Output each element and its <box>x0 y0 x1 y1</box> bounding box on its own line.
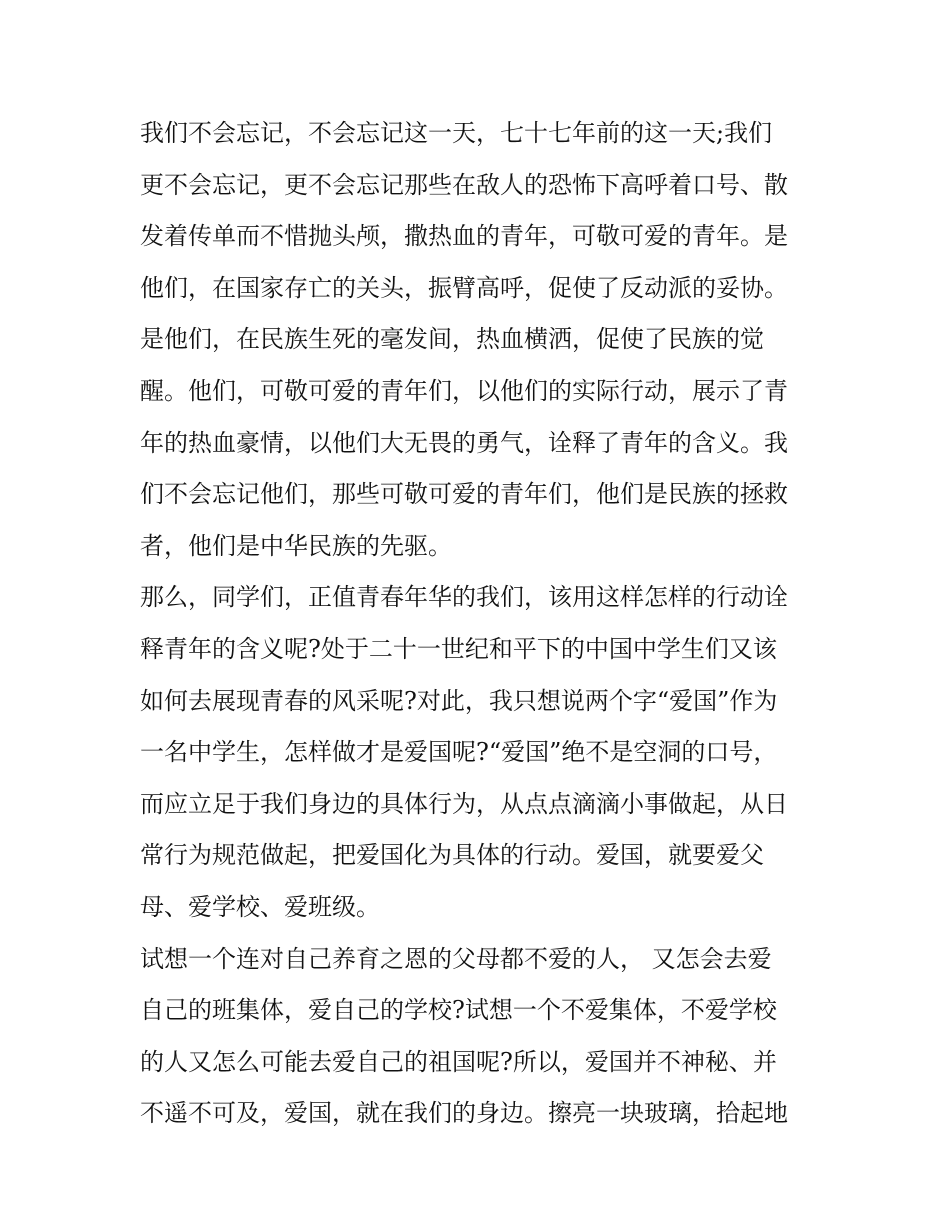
text-line: 发着传单而不惜抛头颅，撒热血的青年，可敬可爱的青年。是 <box>140 222 788 251</box>
text-line: 常行为规范做起，把爱国化为具体的行动。爱国，就要爱父 <box>140 841 764 870</box>
text-line: 不遥不可及，爱国，就在我们的身边。擦亮一块玻璃，拾起地 <box>140 1099 788 1128</box>
text-line: 们不会忘记他们，那些可敬可爱的青年们，他们是民族的拯救 <box>140 480 788 509</box>
text-line: 是他们，在民族生死的毫发间，热血横洒，促使了民族的觉 <box>140 325 764 354</box>
text-line: 试想一个连对自己养育之恩的父母都不爱的人， 又怎会去爱 <box>140 944 772 973</box>
text-line: 释青年的含义呢?处于二十一世纪和平下的中国中学生们又该 <box>140 634 777 663</box>
body-text <box>140 108 820 1140</box>
text-line: 母、爱学校、爱班级。 <box>140 892 380 921</box>
text-line: 那么，同学们，正值青春年华的我们，该用这样怎样的行动诠 <box>140 583 788 612</box>
text-line: 自己的班集体，爱自己的学校?试想一个不爱集体，不爱学校 <box>140 996 777 1025</box>
text-line: 一名中学生，怎样做才是爱国呢?“爱国”绝不是空洞的口号， <box>140 738 778 767</box>
text-line: 年的热血豪情，以他们大无畏的勇气，诠释了青年的含义。我 <box>140 428 788 457</box>
text-line: 的人又怎么可能去爱自己的祖国呢?所以，爱国并不神秘、并 <box>140 1047 777 1076</box>
text-line: 我们不会忘记，不会忘记这一天，七十七年前的这一天;我们 <box>140 119 773 147</box>
text-line: 更不会忘记，更不会忘记那些在敌人的恐怖下高呼着口号、散 <box>140 170 788 199</box>
text-line: 者，他们是中华民族的先驱。 <box>140 531 452 560</box>
text-line: 而应立足于我们身边的具体行为，从点点滴滴小事做起，从日 <box>140 789 788 818</box>
text-line: 如何去展现青春的风采呢?对此，我只想说两个字“爱国”作为 <box>140 686 778 715</box>
text-line: 他们，在国家存亡的关头，振臂高呼，促使了反动派的妥协。 <box>140 273 788 302</box>
text-line: 醒。他们，可敬可爱的青年们，以他们的实际行动，展示了青 <box>140 376 788 405</box>
